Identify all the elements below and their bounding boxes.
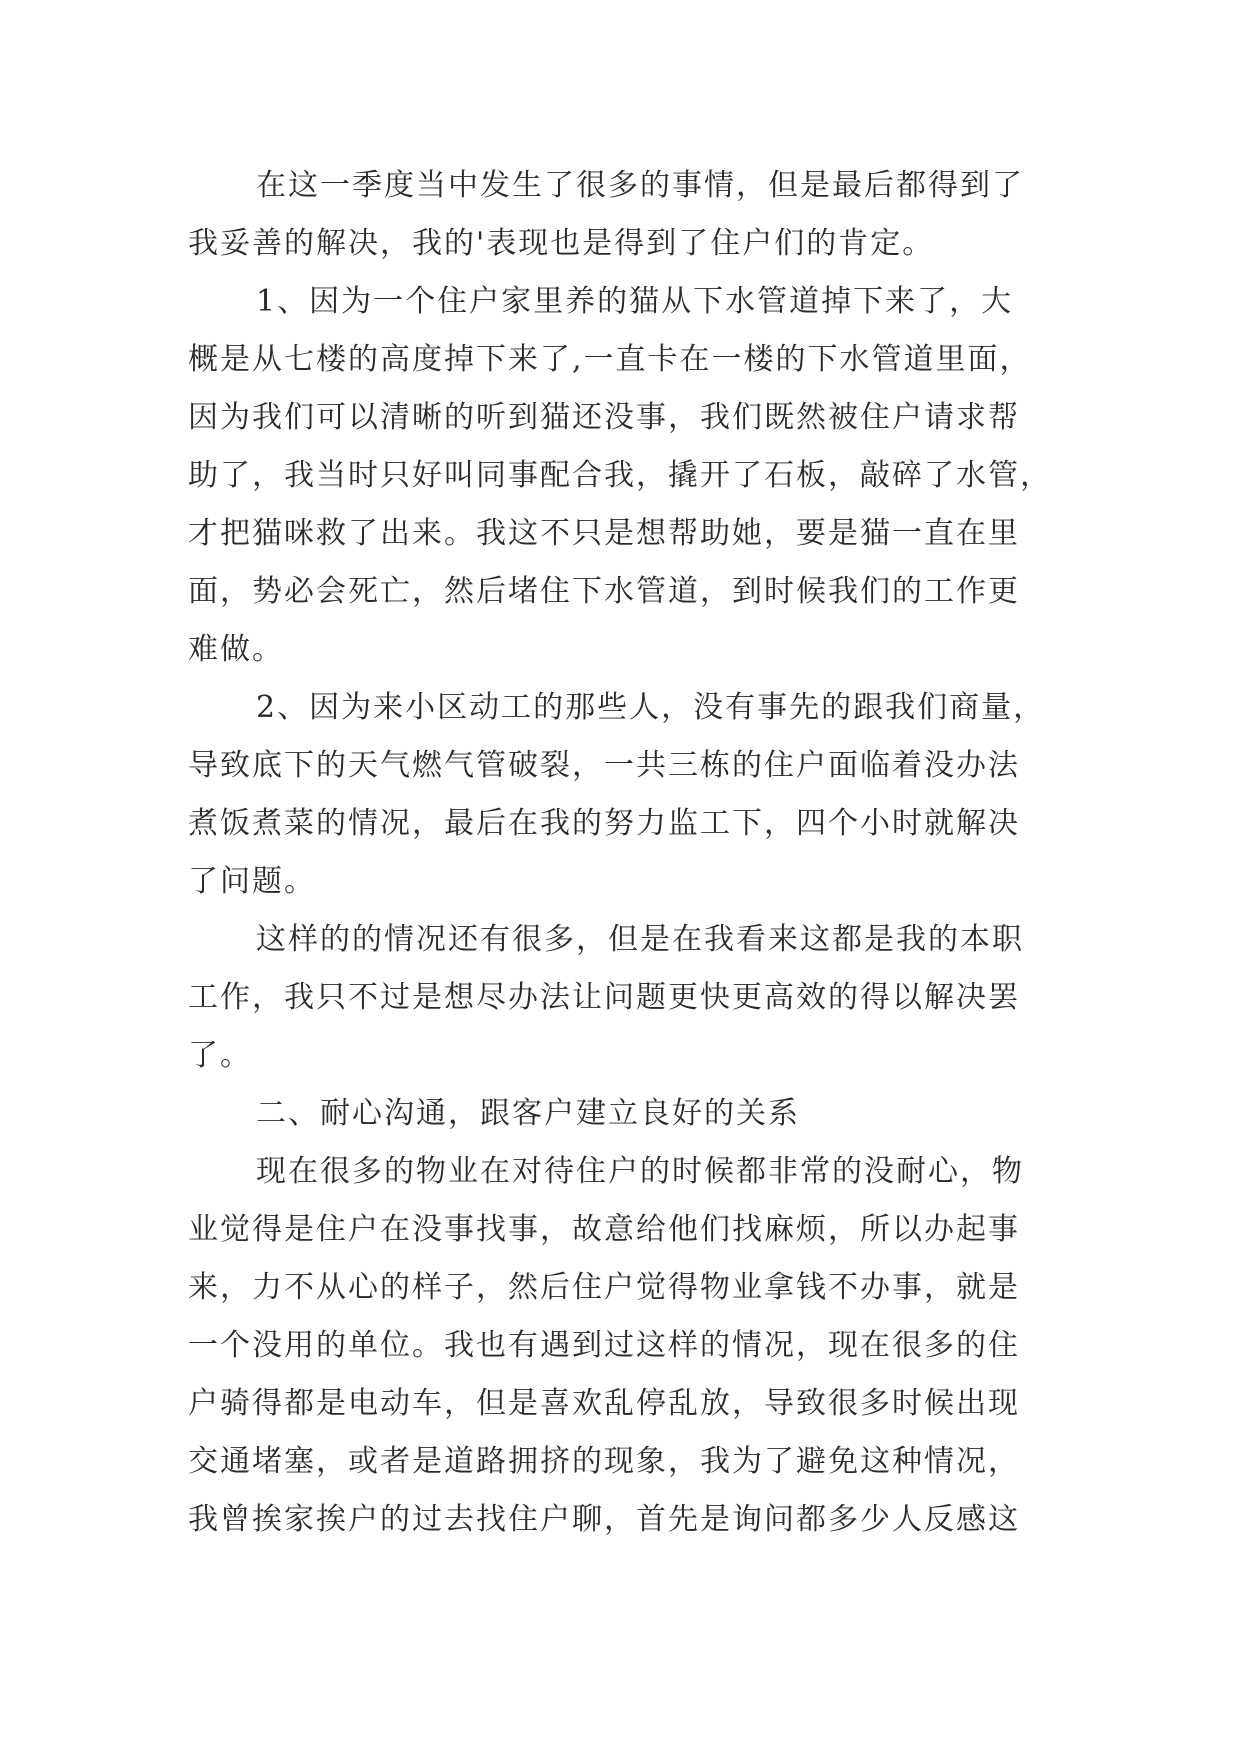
text-line: 1、因为一个住户家里养的猫从下水管道掉下来了，大 [256,284,1014,319]
text-line: 才把猫咪救了出来。我这不只是想帮助她，要是猫一直在里 [188,516,1020,551]
text-line: 业觉得是住户在没事找事，故意给他们找麻烦，所以办起事 [188,1212,1020,1247]
text-line: 因为我们可以清晰的听到猫还没事，我们既然被住户请求帮 [188,400,1020,435]
text-line: 我妥善的解决，我的'表现也是得到了住户们的肯定。 [188,226,935,261]
text-line: 现在很多的物业在对待住户的时候都非常的没耐心，物 [256,1154,1024,1189]
text-line: 工作，我只不过是想尽办法让问题更快更高效的得以解决罢 [188,980,1020,1015]
text-line: 导致底下的天气燃气管破裂，一共三栋的住户面临着没办法 [188,748,1020,783]
text-line: 交通堵塞，或者是道路拥挤的现象，我为了避免这种情况， [188,1444,1020,1479]
text-line: 煮饭煮菜的情况，最后在我的努力监工下，四个小时就解决 [188,806,1020,841]
text-line: 一个没用的单位。我也有遇到过这样的情况，现在很多的住 [188,1328,1020,1363]
text-line: 2、因为来小区动工的那些人，没有事先的跟我们商量， [256,690,1046,725]
text-line: 概是从七楼的高度掉下来了,一直卡在一楼的下水管道里面， [188,342,1032,377]
text-line: 在这一季度当中发生了很多的事情，但是最后都得到了 [256,168,1024,203]
text-line: 了。 [188,1038,252,1073]
text-line: 助了，我当时只好叫同事配合我，撬开了石板，敲碎了水管， [188,458,1052,493]
text-line: 户骑得都是电动车，但是喜欢乱停乱放，导致很多时候出现 [188,1386,1020,1421]
text-line: 了问题。 [188,864,316,899]
text-line: 来，力不从心的样子，然后住户觉得物业拿钱不办事，就是 [188,1270,1020,1305]
text-line: 这样的的情况还有很多，但是在我看来这都是我的本职 [256,922,1024,957]
section-heading: 二、耐心沟通，跟客户建立良好的关系 [256,1096,800,1131]
text-line: 面，势必会死亡，然后堵住下水管道，到时候我们的工作更 [188,574,1020,609]
text-line: 难做。 [188,632,284,667]
text-line: 我曾挨家挨户的过去找住户聊，首先是询问都多少人反感这 [188,1502,1020,1537]
